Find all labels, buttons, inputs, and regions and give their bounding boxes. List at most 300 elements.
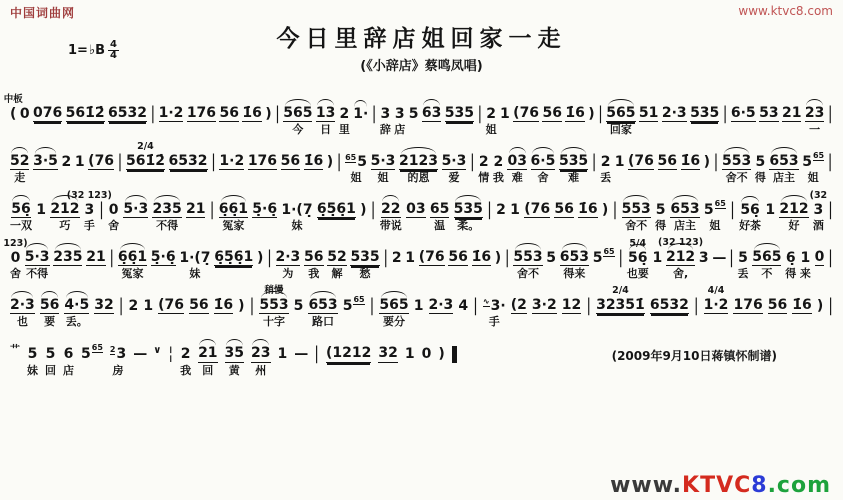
note-token: | <box>118 296 124 317</box>
note-wrap <box>50 201 79 218</box>
grace-note: ∿ <box>482 297 490 307</box>
note-token: ) <box>256 250 264 267</box>
note-token: (1212 <box>325 345 372 362</box>
footer <box>610 473 831 498</box>
note-wrap <box>656 202 666 218</box>
time-signature-numerator: 4 <box>110 39 117 50</box>
logo-tld: .com <box>767 473 831 498</box>
note-token: 03 <box>507 153 527 170</box>
lyric-text: 十字 <box>262 315 285 329</box>
note-token: | <box>314 344 319 365</box>
note-token: 23 <box>804 105 825 121</box>
note-wrap <box>353 106 368 122</box>
lyric-text: 酒 <box>812 219 824 233</box>
note-cell <box>478 154 489 185</box>
page-title: 今日里辞店姐回家一走 <box>276 25 567 52</box>
note-token: 1̇6 <box>578 201 598 218</box>
lyric-text <box>647 122 651 137</box>
note-token: ) <box>816 298 824 315</box>
note-wrap <box>88 153 114 170</box>
note-cell <box>186 201 205 233</box>
lyric-text <box>535 218 539 233</box>
lyric-text: 冤家 <box>222 219 245 233</box>
note-token: ) <box>326 154 334 171</box>
annotation: 5/4 <box>629 238 647 250</box>
note-token: 5̣·6̣ <box>150 249 176 266</box>
note-wrap <box>618 248 624 269</box>
lyric-text <box>818 266 822 281</box>
note-wrap <box>722 153 751 170</box>
note-wrap <box>209 200 215 221</box>
note-wrap <box>383 248 389 269</box>
lyric-text <box>599 122 603 137</box>
note-cell <box>360 202 366 233</box>
note-token: 2 <box>339 106 350 122</box>
lyric-text <box>258 266 262 281</box>
note-token: 1 <box>500 106 510 122</box>
lyric-text <box>210 218 214 233</box>
note-token: | <box>369 296 375 317</box>
lyric-text: 黄 <box>228 363 240 377</box>
note-wrap <box>504 248 510 269</box>
lyric-text: 回 <box>202 363 214 377</box>
note-wrap <box>40 297 59 314</box>
note-cell <box>765 202 775 233</box>
note-cell <box>294 346 307 377</box>
note-cell <box>422 105 441 137</box>
lyric-text <box>352 314 356 329</box>
note-cell <box>143 298 153 329</box>
note-wrap <box>815 249 825 266</box>
note-cell <box>125 141 165 185</box>
note-cell <box>278 346 288 377</box>
note-token: 6 <box>63 346 74 363</box>
ktvc8-logo[interactable] <box>610 473 831 498</box>
note-cell <box>327 249 346 281</box>
note-token: 56 <box>767 297 788 314</box>
note-cell <box>690 105 719 137</box>
note-wrap <box>452 346 457 363</box>
note-wrap <box>779 201 808 218</box>
lyric-text <box>505 266 509 281</box>
note-cell <box>805 105 824 137</box>
lyric-text <box>227 122 231 137</box>
note-token: 5̣·6̣ <box>252 201 278 218</box>
note-wrap <box>740 202 759 218</box>
note-token: 56 <box>39 297 60 314</box>
note-wrap <box>181 346 191 362</box>
note-wrap <box>316 105 335 122</box>
lyric-text <box>549 266 553 281</box>
note-cell <box>658 153 677 185</box>
lyric-text <box>250 122 254 137</box>
lyric-text <box>83 122 87 137</box>
barline <box>828 298 833 329</box>
note-token: 63 <box>421 105 442 121</box>
note-cell <box>345 154 367 185</box>
note-cell <box>815 249 825 281</box>
note-token: 4·5 <box>64 297 90 314</box>
note-cell <box>578 201 597 233</box>
note-wrap <box>118 296 124 317</box>
note-cell <box>281 202 312 233</box>
lyric-text <box>592 170 596 185</box>
barline <box>275 103 280 137</box>
note-token: 212 <box>50 201 80 218</box>
lyric-text <box>586 218 590 233</box>
lyric-text: 妹 <box>291 219 303 233</box>
note-wrap <box>606 105 635 122</box>
note-token: | <box>267 248 272 269</box>
barline <box>592 154 597 185</box>
note-wrap <box>801 250 811 266</box>
note-cell <box>800 250 811 281</box>
note-wrap <box>802 151 825 171</box>
note-wrap <box>179 250 210 266</box>
note-wrap <box>666 249 695 266</box>
note-cell <box>251 345 270 377</box>
note-cell <box>495 250 501 281</box>
score-system <box>10 138 833 185</box>
lyric-text <box>613 218 617 233</box>
note-token: 1̇6 <box>242 105 262 121</box>
note-cell <box>658 237 704 281</box>
lyric-text: 店 <box>394 123 406 137</box>
note-token: 2 <box>61 154 72 171</box>
note-cell <box>94 297 113 329</box>
note-cell <box>560 249 589 281</box>
note-wrap <box>730 200 735 221</box>
note-cell <box>339 106 350 137</box>
grace-note: 65 <box>603 247 615 257</box>
lyric-text <box>39 218 43 233</box>
lyric-text: 我 <box>308 267 320 281</box>
note-wrap <box>10 106 16 122</box>
lyric-text <box>155 363 159 378</box>
note-token: 1 <box>413 298 424 315</box>
note-cell <box>542 105 561 137</box>
note-token: 0 <box>421 346 432 363</box>
note-cell <box>159 105 184 137</box>
lyric-text <box>667 314 671 329</box>
note-cell <box>108 202 119 233</box>
credit-note: (2009年9月10日蒋镇怀制谱) <box>611 349 777 364</box>
note-token: 3 <box>698 250 709 267</box>
note-wrap <box>399 153 438 170</box>
note-cell <box>602 202 608 233</box>
lyric-text <box>829 266 833 281</box>
annotation: 中板 <box>3 94 23 105</box>
note-wrap <box>422 105 441 122</box>
lyric-text <box>672 122 676 137</box>
lyric-text <box>134 218 138 233</box>
note-token: 51 <box>638 105 659 121</box>
lyric-text: 店 <box>63 363 74 377</box>
note-wrap <box>304 249 323 266</box>
key-prefix: 1= <box>68 43 88 58</box>
note-wrap <box>448 249 467 266</box>
note-token: 0 <box>19 106 30 122</box>
lyric-text: 日 <box>320 123 332 137</box>
note-token: 535 <box>350 249 380 266</box>
lyric-text <box>587 314 591 329</box>
note-wrap <box>259 297 288 314</box>
note-cell <box>169 153 208 185</box>
lyric-text <box>619 266 623 281</box>
note-token: | <box>370 200 376 221</box>
note-token: 1·(7̣ <box>281 202 313 219</box>
page-subtitle: (《小辞店》蔡鸣凤唱) <box>360 59 483 74</box>
note-wrap <box>406 201 425 218</box>
note-cell <box>257 250 263 281</box>
note-token: 35 <box>224 345 245 362</box>
lyric-text <box>639 170 643 185</box>
site-url-link[interactable]: www.ktvc8.com <box>738 4 833 18</box>
note-wrap <box>33 105 62 122</box>
note-token: ) <box>588 106 595 122</box>
note-wrap <box>486 106 496 122</box>
note-token: 5 <box>592 250 603 267</box>
key-signature <box>68 40 119 61</box>
lyric-text: 爱 <box>448 171 460 185</box>
note-wrap <box>187 105 216 122</box>
lyric-text <box>280 363 284 378</box>
lyric-text <box>132 314 136 329</box>
note-wrap <box>429 297 454 314</box>
barline <box>473 298 478 329</box>
note-token: | <box>828 200 833 221</box>
note-wrap <box>713 152 719 173</box>
note-wrap <box>143 298 153 314</box>
barline <box>694 298 699 329</box>
note-token: 21 <box>198 345 218 362</box>
note-token: 1 <box>405 250 416 267</box>
note-wrap <box>496 202 506 218</box>
note-cell <box>214 249 253 281</box>
note-cell <box>606 105 635 137</box>
note-wrap <box>267 248 272 269</box>
lyric-text <box>371 218 375 233</box>
note-cell <box>782 105 801 137</box>
barline <box>109 250 114 281</box>
note-wrap <box>99 200 104 221</box>
lyric-text <box>496 266 500 281</box>
lyric-text <box>138 363 142 378</box>
lyric-text <box>11 122 15 137</box>
note-token: 65 <box>429 201 450 218</box>
note-token: 653 <box>559 249 589 266</box>
note-wrap <box>275 103 280 124</box>
note-token: 1 <box>36 202 47 219</box>
note-wrap <box>786 250 796 266</box>
note-wrap <box>10 345 20 363</box>
note-token: 32351̇ <box>596 297 645 314</box>
note-token: (76 <box>513 105 540 121</box>
note-token: 6·5 <box>530 153 556 170</box>
note-wrap <box>513 249 542 266</box>
note-cell <box>699 250 709 281</box>
lyric-text <box>90 363 94 378</box>
note-cell <box>129 298 139 329</box>
note-token: | <box>249 296 255 317</box>
note-cell <box>779 201 808 233</box>
note-wrap <box>20 106 30 122</box>
note-wrap <box>650 297 689 314</box>
note-wrap <box>693 296 699 317</box>
annotation: 123) <box>3 238 28 250</box>
note-wrap <box>168 344 174 365</box>
note-wrap <box>578 201 597 218</box>
lyric-text <box>417 314 421 329</box>
note-wrap <box>769 153 798 170</box>
logo-brand: KTVC <box>682 473 752 498</box>
note-wrap <box>704 297 729 314</box>
note-wrap <box>510 202 520 218</box>
note-cell <box>546 250 556 281</box>
note-wrap <box>10 153 29 170</box>
lyric-text <box>297 314 301 329</box>
note-token: 5 <box>342 298 353 315</box>
note-wrap <box>342 295 365 315</box>
lyric-text: 我 <box>180 363 192 377</box>
note-wrap <box>752 249 781 266</box>
note-cell <box>10 201 32 233</box>
lyric-text: 舍, <box>672 267 689 281</box>
note-cell <box>189 297 208 329</box>
lyric-text: 回家 <box>609 123 632 137</box>
note-wrap <box>565 105 584 122</box>
note-cell <box>394 106 405 137</box>
note-token: 21 <box>186 201 206 218</box>
note-cell <box>281 153 300 185</box>
note-wrap <box>371 103 377 124</box>
note-wrap <box>276 249 301 266</box>
lyric-text <box>200 122 204 137</box>
note-token: 32 <box>94 297 114 314</box>
lyric-text <box>703 122 707 137</box>
lyric-text <box>829 314 833 329</box>
note-wrap <box>46 346 56 362</box>
note-cell <box>88 153 114 185</box>
lyric-text: 州 <box>255 363 267 377</box>
note-token: 1̇6 <box>213 297 234 314</box>
note-wrap <box>442 153 467 170</box>
note-token: | <box>598 103 603 124</box>
lyric-text <box>412 122 416 137</box>
note-token: 235 <box>53 249 83 266</box>
lyric-text <box>169 314 173 329</box>
note-wrap <box>33 153 58 170</box>
lyric-text: 路口 <box>312 315 335 329</box>
grace-note: 65 <box>714 199 726 209</box>
note-cell <box>454 201 483 233</box>
lyric-text <box>359 122 363 137</box>
note-wrap <box>458 298 468 314</box>
lyric-text <box>99 170 103 185</box>
note-token: 53 <box>759 105 779 121</box>
note-wrap <box>214 249 253 266</box>
note-cell <box>483 298 506 329</box>
note-cell <box>592 247 615 281</box>
note-token: ) <box>601 202 609 219</box>
lyric-text <box>767 122 771 137</box>
note-cell <box>50 201 79 233</box>
lyric-text <box>818 314 822 329</box>
note-wrap <box>628 153 654 170</box>
note-wrap <box>327 154 333 170</box>
note-token: 535 <box>690 105 720 121</box>
note-wrap <box>61 154 71 170</box>
note-token: 565 <box>752 249 782 266</box>
barline <box>729 250 734 281</box>
note-cell <box>225 345 244 377</box>
note-token: 535 <box>453 201 483 218</box>
note-token: ) <box>238 298 245 315</box>
note-token: | <box>713 152 719 173</box>
note-wrap <box>782 105 801 122</box>
note-wrap <box>370 200 376 221</box>
note-token: 5·3 <box>441 153 467 170</box>
lyric-text: 辞 <box>379 123 391 137</box>
note-token: 3 <box>813 202 824 219</box>
lyric-text <box>221 314 225 329</box>
lyric-text <box>776 314 780 329</box>
annotation: 2/4 <box>137 141 154 153</box>
lyric-text <box>288 170 292 185</box>
lyric-text <box>263 218 267 233</box>
note-wrap <box>360 202 366 218</box>
note-wrap <box>150 103 156 124</box>
note-wrap <box>151 249 176 266</box>
note-token: (76 <box>524 201 551 218</box>
note-token: ( <box>10 106 17 122</box>
note-cell <box>652 250 662 281</box>
lyric-text: 妹 <box>189 267 201 281</box>
note-wrap <box>622 201 651 218</box>
note-cell <box>588 106 594 137</box>
note-token: 2 <box>486 106 496 122</box>
note-cell <box>531 153 556 185</box>
note-wrap <box>469 152 475 173</box>
lyric-text: 要分 <box>383 315 406 329</box>
barline <box>618 250 623 281</box>
note-token: 1̇6 <box>565 105 585 121</box>
note-wrap <box>524 201 550 218</box>
note-wrap <box>586 296 592 317</box>
note-cell <box>10 153 29 185</box>
lyric-text <box>731 218 735 233</box>
note-cell <box>628 153 654 185</box>
score <box>3 90 833 378</box>
barline <box>613 202 618 233</box>
lyric-text: 要 <box>44 315 56 329</box>
note-wrap <box>109 248 115 269</box>
lyric-text <box>110 266 114 281</box>
note-wrap <box>733 297 762 314</box>
annotation: 稍慢 <box>264 285 284 297</box>
note-token: 21 <box>86 249 106 266</box>
note-token: 176 <box>247 153 278 170</box>
note-wrap <box>294 346 307 362</box>
note-wrap <box>729 248 734 269</box>
lyric-text <box>828 170 832 185</box>
note-token: (76 <box>88 153 115 170</box>
lyric-text: 丢 <box>600 171 612 185</box>
note-wrap <box>511 297 527 314</box>
note-wrap <box>189 297 208 314</box>
lyric-text <box>570 314 574 329</box>
note-token: 1·2 <box>219 153 245 170</box>
